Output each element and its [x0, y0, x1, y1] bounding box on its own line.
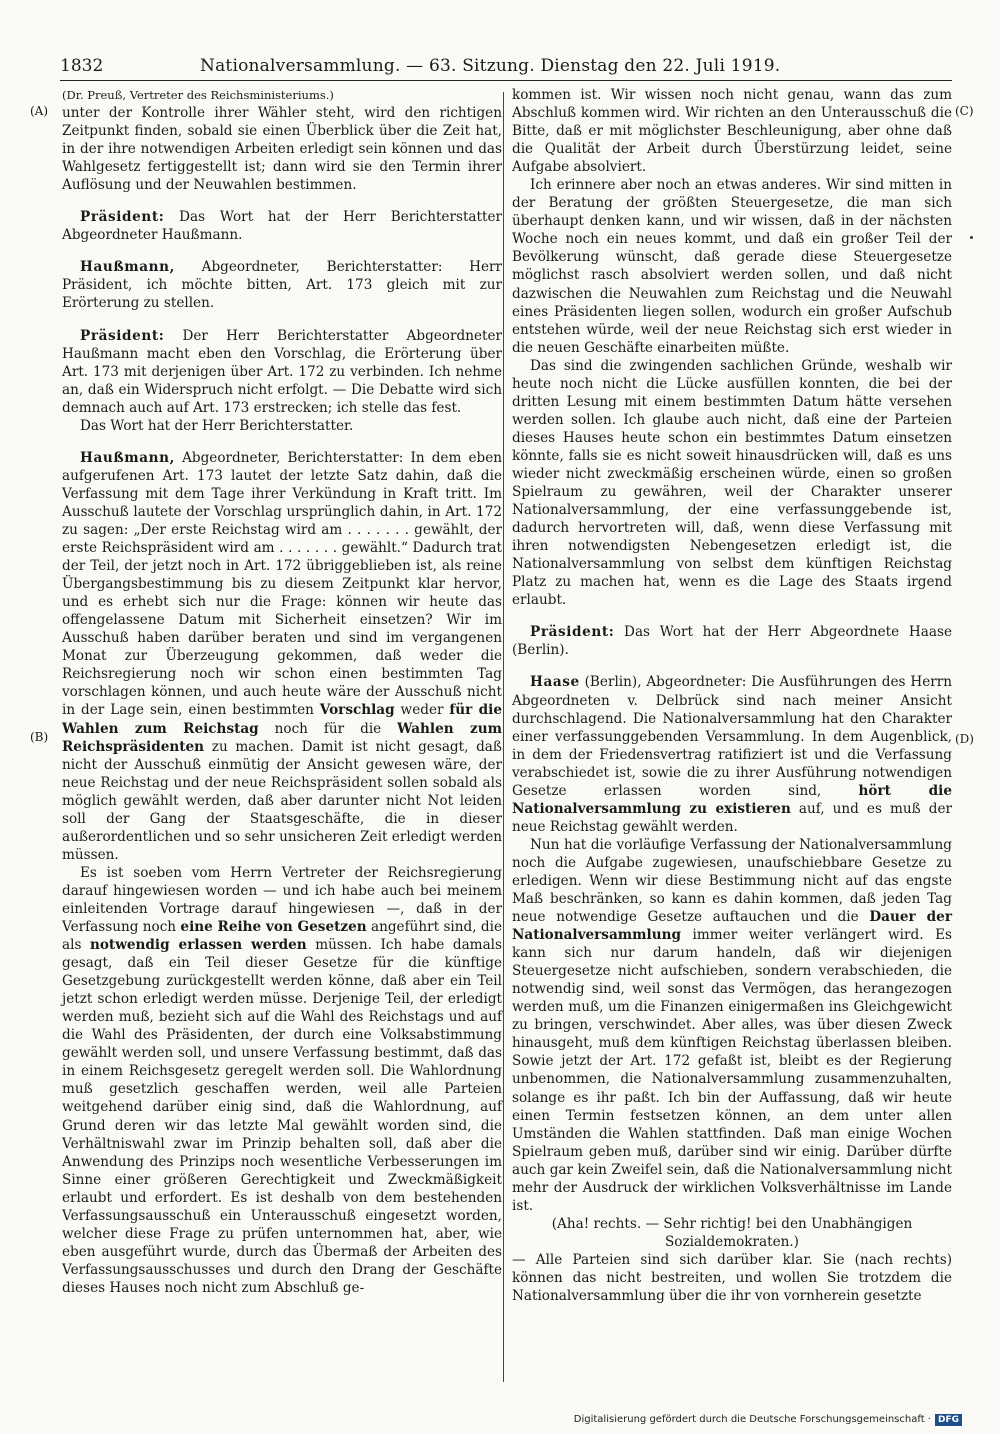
digitization-credit: [574, 1414, 962, 1426]
stray-dot: [970, 236, 973, 239]
paragraph: unter der Kontrolle ihrer Wähler steht, wird den richtigen Zeitpunkt finden, sobald sie einen Überblick über die Zeit hat, in der ihre notwendigen Arbeiten erledigt sein können und das Wahlgesetz fertiggestellt ist; dann wird sie den Termin ihrer Auflösung und der Neuwahlen bestimmen.: [62, 105, 502, 194]
speaker-name: Haußmann,: [80, 259, 175, 276]
speech-text: noch für die: [258, 720, 398, 737]
speech-text: Das Wort hat der Herr Abgeordnete Haase (Berlin).: [512, 624, 952, 659]
emphasis: Wahlen zum Reichspräsidenten: [62, 720, 502, 755]
paragraph: kommen ist. Wir wissen noch nicht genau, wann das zum Abschluß kommen wird. Wir richten an den Unterausschuß die Bitte, daß er mit möglichster Beschleunigung, aber ohne daß die Qualität der Arbeit durch Überstürzung leidet, seine Aufgabe absolviert.: [512, 87, 952, 176]
speech-president: [512, 623, 952, 659]
paragraph: Das Wort hat der Herr Berichterstatter.: [80, 417, 354, 434]
speech-haase: [512, 673, 952, 835]
speech-haussmann: [62, 449, 502, 864]
emphasis: Dauer der Nationalversammlung: [512, 909, 952, 944]
speaker-name: Präsident:: [80, 327, 165, 344]
speech-text: Abgeordneter, Berichterstatter: In dem eben aufgerufenen Art. 173 lautet der letzte Satz dahin, daß die Verfassung mit dem Tage ihrer Verkündung in Kraft tritt. Im Ausschuß lautete der Vorschlag ursprünglich dahin, in Art. 172 zu sagen: „Der erste Reichstag wird am . . . . . . . gewählt, der erste Reichspräsident wird am . . . . . . . gewählt.“ Dadurch trat der Teil, der jetzt noch in Art. 172 übriggeblieben ist, als reine Übergangsbestimmung bis zu diesem Zeitpunkt klar hervor, und es erhebt sich nur die Frage: können wir heute das offengelassene Datum mit Sicherheit einsetzen? Wir im Ausschuß haben darüber beraten und sind im vergangenen Monat zur Überzeugung gekommen, daß weder die Reichsregierung noch wir schon einen bestimmten Tag vorschlagen können, und auch heute wäre der Ausschuß nicht in der Lage sein, einen bestimmten: [62, 449, 502, 719]
speech-text: immer weiter verlängert wird. Es kann sich nur darum handeln, daß wir diejenigen Steuergesetze nicht aufschieben, sondern verabschieden, die notwendig sind, weil sonst das Vermögen, das herangezogen werden muß, um die Finanzen einigermaßen ins Gleichgewicht zu bringen, verschwindet. Aber alles, was über diesen Zweck hinausgeht, muß dem künftigen Reichstag überlassen bleiben. Sowie jetzt der Art. 172 gefaßt ist, bleibt es der Regierung unbenommen, die Nationalversammlung zusammenzuhalten, solange es ihr paßt. Ich bin der Auffassung, daß wir heute einen Termin festsetzen können, an dem unter allen Umständen die Wahlen stattfinden. Daß man einige Wochen Spielraum geben muß, darüber sind wir einig. Darüber dürfte auch gar kein Zweifel sein, daß die Nationalversammlung nicht mehr der Ausdruck der wirklichen Volksverhältnisse im Lande ist.: [512, 927, 952, 1214]
speaker-name: Haußmann,: [80, 449, 175, 466]
page-header: [60, 52, 952, 82]
paragraph: [62, 864, 502, 1297]
speaker-attribution: (Dr. Preuß, Vertreter des Reichsministeriums.): [62, 88, 334, 102]
speaker-name: Präsident:: [80, 209, 165, 226]
speech-text: Es ist soeben vom Herrn Vertreter der Reichsregierung darauf hingewiesen worden — und ich habe auch bei meinem einleitenden Vortrage darauf hingewiesen —, daß in der Verfassung noch: [62, 864, 502, 936]
paragraph: — Alle Parteien sind sich darüber klar. Sie (nach rechts) können das nicht bestreiten, und wollen Sie trotzdem die Nationalversammlung über die ihr von vornherein gesetzte: [512, 1251, 952, 1305]
margin-marker-d: (D): [955, 732, 974, 746]
interjection: (Aha! rechts. — Sehr richtig! bei den Unabhängigen Sozialdemokraten.): [551, 1215, 913, 1250]
speech-haussmann: [62, 258, 502, 312]
speech-text: Der Herr Berichterstatter Abgeordneter Haußmann macht eben den Vorschlag, die Erörterung über Art. 173 mit derjenigen über Art. 172 zu verbinden. Ich nehme an, daß ein Widerspruch nicht erfolgt. — Die Debatte wird sich demnach auch auf Art. 173 erstrecken; ich stelle das fest.: [62, 327, 502, 416]
right-column: [512, 86, 952, 1305]
emphasis: hört die Nationalversammlung zu existieren: [512, 782, 952, 817]
dfg-logo: DFG: [935, 1414, 962, 1426]
running-title: Nationalversammlung. — 63. Sitzung. Dienstag den 22. Juli 1919.: [200, 56, 781, 76]
speaker-name: Präsident:: [530, 624, 615, 641]
paragraph: Ich erinnere aber noch an etwas anderes. Wir sind mitten in der Beratung der größten Steuergesetze, die man sich überhaupt denken kann, und wir wissen, daß in der nächsten Woche noch ein neues kommt, und daß ein großer Teil der Bevölkerung wünscht, daß gerade diese Steuergesetze möglichst rasch absolviert werden sollen, und daß nicht dazwischen die Neuwahlen zum Reichstag und die Neuwahl eines Präsidenten liegen sollen, wodurch ein großer Aufschub entstehen würde, weil der neue Reichstag sich erst wieder in die neuen Geschäfte einarbeiten müßte.: [512, 177, 952, 356]
speech-president: [62, 208, 502, 244]
emphasis: notwendig erlassen werden: [89, 937, 307, 954]
paragraph: [512, 836, 952, 1215]
speech-text: Abgeordneter, Berichterstatter: Herr Präsident, ich möchte bitten, Art. 173 gleich mit zur Erörterung zu stellen.: [62, 259, 502, 312]
speech-text: müssen. Ich habe damals gesagt, daß ein Teil dieser Gesetze für die künftige Gesetzgebung zurückgestellt werden könne, daß aber ein Teil jetzt schon erledigt werden müsse. Derjenige Teil, der erledigt werden muß, bezieht sich auf die Wahl des Reichstags und auf die Wahl des Präsidenten, der durch eine Volksabstimmung gewählt werden soll, und unsere Verfassung bestimmt, daß das in einem Reichsgesetz geregelt werden soll. Die Wahlordnung muß gesetzlich geschaffen werden, weil alle Parteien weitgehend darüber einig sind, daß die Wahlordnung, auf Grund deren wir das letzte Mal gewählt worden sind, die Verhältniswahl zwar im Prinzip behalten soll, daß aber die Anwendung des Prinzips noch wesentliche Verbesserungen im Sinne einer größeren Gerechtigkeit und Zweckmäßigkeit erlaubt und erfordert. Es ist deshalb von dem bestehenden Verfassungsausschuß ein Unterausschuß eingesetzt worden, welcher diese Frage zu prüfen unternommen hat, aber, wie eben ausgeführt wurde, durch das Übermaß der Arbeiten des Verfassungsausschusses und durch den Drang der Geschäfte dieses Hauses noch nicht zum Abschluß ge-: [62, 937, 502, 1296]
emphasis: für die Wahlen zum Reichstag: [62, 702, 502, 737]
left-column: [62, 86, 502, 1297]
emphasis: eine Reihe von Gesetzen: [180, 919, 367, 936]
speech-text: Das Wort hat der Herr Berichterstatter Abgeordneter Haußmann.: [62, 209, 502, 244]
margin-marker-a: (A): [30, 104, 49, 118]
speaker-name: Haase: [530, 674, 580, 691]
speech-text: (Berlin), Abgeordneter: Die Ausführungen des Herrn Abgeordneten v. Delbrück sind nach meiner Ansicht durchschlagend. Die Nationalversammlung hat den Charakter einer verfassunggebenden Versammlung. In dem Augenblick, in dem der Friedensvertrag ratifiziert ist und die Verfassung verabschiedet ist, sowie die zu ihrer Ausführung notwendigen Gesetze erlassen worden sind,: [512, 674, 952, 799]
paragraph: Das sind die zwingenden sachlichen Gründe, weshalb wir heute noch nicht die Lücke ausfüllen konnten, die bei der dritten Lesung mit einem bestimmten Datum hätte versehen werden sollen. Ich glaube auch nicht, daß eine der Parteien dieses Hauses heute schon ein bestimmtes Datum einsetzen könnte, falls sie es nicht soweit hinausdrücken will, daß es uns wieder nicht zweckmäßig erscheinen würde, einen so großen Spielraum zu gewähren, weil der Charakter unserer Nationalversammlung, der eine verfassunggebende ist, dadurch hervortreten will, daß, wenn diese Verfassung mit ihren notwendigsten Nebengesetzen erledigt ist, die Nationalversammlung von selbst dem künftigen Reichstag Platz zu machen hat, wenn es die Lage des Staats irgend erlaubt.: [512, 357, 952, 609]
speech-text: zu machen. Damit ist nicht gesagt, daß nicht der Ausschuß einmütig der Ansicht gewesen wäre, der neue Reichstag und der neue Reichspräsident sollen sobald als möglich gewählt werden, daß aber darunter nicht Not leiden soll der Gang der Staatsgeschäfte, die in dieser außerordentlichen und so sehr unsicheren Zeit erledigt werden müssen.: [62, 738, 502, 863]
emphasis: Vorschlag: [319, 702, 395, 719]
page-number: 1832: [60, 56, 104, 76]
speech-text: weder: [394, 702, 450, 719]
speech-text: auf, und es muß der neue Reichstag gewählt werden.: [512, 800, 952, 835]
speech-text: Nun hat die vorläufige Verfassung der Nationalversammlung noch die Aufgabe zugewiesen, unaufschiebbare Gesetze zu erledigen. Wenn wir diese Bestimmung nicht auf das engste Maß beschränken, so kann es dahin kommen, daß jeden Tag neue notwendige Gesetze auftauchen und die: [512, 836, 952, 926]
speech-president: [62, 327, 502, 417]
credit-text: Digitalisierung gefördert durch die Deutsche Forschungsgemeinschaft ·: [573, 1414, 931, 1425]
header-rule: [60, 80, 952, 81]
margin-marker-b: (B): [30, 730, 49, 744]
speech-text: angeführt sind, die als: [62, 919, 502, 954]
margin-marker-c: (C): [955, 104, 974, 118]
column-divider: [503, 92, 504, 1382]
